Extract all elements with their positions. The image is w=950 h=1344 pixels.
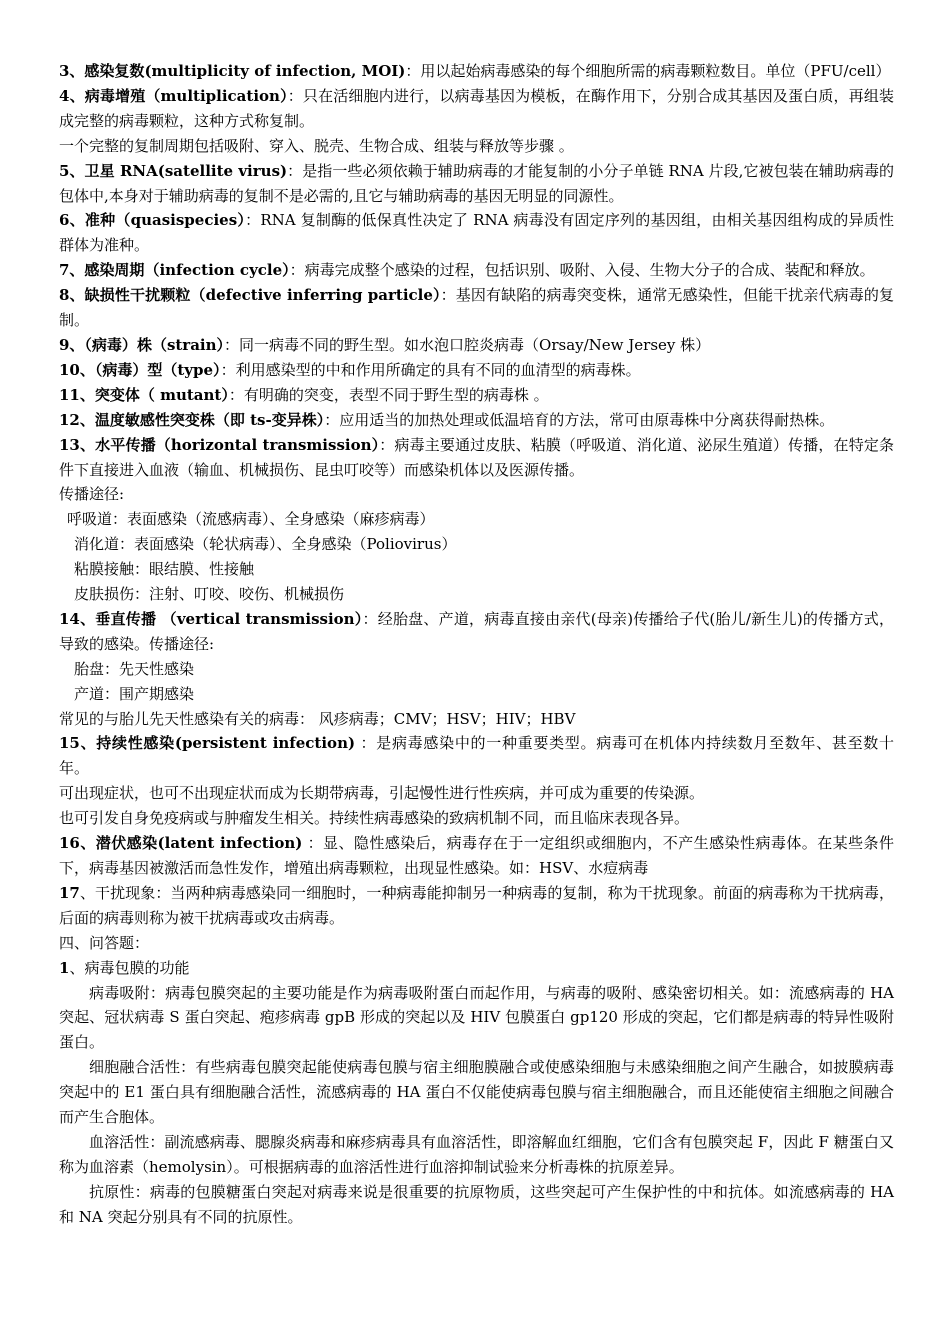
route-respiratory: 呼吸道：表面感染（流感病毒）、全身感染（麻疹病毒） xyxy=(67,510,435,529)
term-label: 12、温度敏感性突变株（即 ts-变异株） xyxy=(59,410,325,429)
term-label: 10、（病毒）型（type） xyxy=(59,360,221,379)
definition-quasispecies xyxy=(59,208,894,258)
term-label: 16、潜伏感染(latent infection) xyxy=(59,834,303,853)
term-label: 7、感染周期（infection cycle） xyxy=(59,261,290,280)
term-label: 9、（病毒）株（strain） xyxy=(59,335,225,354)
term-label: 14、垂直传播 （vertical transmission） xyxy=(59,609,363,628)
congenital-viruses: 常见的与胎儿先天性感染有关的病毒： 风疹病毒；CMV；HSV；HIV；HBV xyxy=(59,709,576,728)
route-mucosa: 粘膜接触：眼结膜、性接触 xyxy=(74,560,255,579)
term-label: 17 xyxy=(59,883,80,902)
term-label: 6、准种（quasispecies） xyxy=(59,211,246,230)
term-text: ：病毒主要通过皮肤、粘膜（呼吸道、消化道、泌尿生殖道）传播，在特定条件下直接进入血液（输血、机械损伤、昆虫叮咬等）而感染机体以及医源传播。 xyxy=(59,435,894,479)
term-text: ：只在活细胞内进行，以病毒基因为模板，在酶作用下，分别合成其基因及蛋白质，再组装成完整的病毒颗粒，这种方式称复制。 xyxy=(59,86,894,130)
term-text: ：显、隐性感染后，病毒存在于一定组织或细胞内，不产生感染性病毒体。在某些条件下，病毒基因被激活而急性发作，增殖出病毒颗粒，出现显性感染。如：HSV、水痘病毒 xyxy=(59,834,894,877)
paragraph-antigenicity: 抗原性：病毒的包膜糖蛋白突起对病毒来说是很重要的抗原物质，这些突起可产生保护性的中和抗体。如流感病毒的 HA 和 NA 突起分别具有不同的抗原性。 xyxy=(59,1182,894,1226)
term-label: 13、水平传播（horizontal transmission） xyxy=(59,435,380,454)
route-digestive: 消化道：表面感染（轮状病毒）、全身感染（Poliovirus） xyxy=(74,535,457,554)
term-text: ：RNA 复制酶的低保真性决定了 RNA 病毒没有固定序列的基因组，由相关基因组构成的异质性群体为准种。 xyxy=(59,211,894,255)
definition-satellite-rna xyxy=(59,159,894,209)
route-placenta: 胎盘：先天性感染 xyxy=(74,659,195,678)
paragraph-replication-cycle: 一个完整的复制周期包括吸附、穿入、脱壳、生物合成、组装与释放等步骤 。 xyxy=(59,136,574,155)
term-label: 5、卫星 RNA(satellite virus) xyxy=(59,161,288,180)
paragraph-persistent-mechanism: 也可引发自身免疫病或与肿瘤发生相关。持续性病毒感染的致病机制不同，而且临床表现各异。 xyxy=(59,809,690,828)
definition-moi xyxy=(59,59,894,84)
term-text: ：是指一些必须依赖于辅助病毒的才能复制的小分子单链 RNA 片段,它被包装在辅助病毒的包体中,本身对于辅助病毒的复制不是必需的,且它与辅助病毒的基因无明显的同源性。 xyxy=(59,161,895,205)
definition-mutant xyxy=(59,383,894,408)
definition-interference xyxy=(59,881,894,931)
definition-horizontal-transmission xyxy=(59,433,894,483)
term-text: ：利用感染型的中和作用所确定的具有不同的血清型的病毒株。 xyxy=(220,360,641,379)
route-skin: 皮肤损伤：注射、叮咬、咬伤、机械损伤 xyxy=(74,585,345,604)
definition-vertical-transmission xyxy=(59,607,894,657)
term-text: ：有明确的突变，表型不同于野生型的病毒株 。 xyxy=(228,385,549,404)
definition-strain xyxy=(59,333,894,358)
term-text: ：经胎盘、产道，病毒直接由亲代(母亲)传播给子代(胎儿/新生儿)的传播方式，导致的感染。传播途径: xyxy=(59,609,894,653)
term-text: ：基因有缺陷的病毒突变株，通常无感染性，但能干扰亲代病毒的复制。 xyxy=(59,286,894,330)
definition-multiplication xyxy=(59,84,894,134)
question-text: 、病毒包膜的功能 xyxy=(69,958,190,977)
term-label: 15、持续性感染(persistent infection) xyxy=(59,734,356,753)
paragraph-hemolytic-activity: 血溶活性：副流感病毒、腮腺炎病毒和麻疹病毒具有血溶活性，即溶解血红细胞，它们含有包膜突起 F，因此 F 糖蛋白又称为血溶素（hemolysin）。可根据病毒的血溶活性进行血溶抑制试验来分析毒株的抗原差异。 xyxy=(59,1132,894,1176)
question-envelope-functions xyxy=(59,956,894,981)
term-text: ：同一病毒不同的野生型。如水泡口腔炎病毒（Orsay/New Jersey 株） xyxy=(224,335,711,354)
definition-ts-mutant xyxy=(59,408,894,433)
question-number: 1 xyxy=(59,958,70,977)
term-text: ：用以起始病毒感染的每个细胞所需的病毒颗粒数目。单位（PFU/cell） xyxy=(405,62,891,80)
term-label: 3、感染复数(multiplicity of infection, MOI) xyxy=(59,62,406,80)
section-heading-qa: 四、问答题： xyxy=(59,933,150,952)
definition-latent-infection xyxy=(59,831,894,881)
term-text: ：是病毒感染中的一种重要类型。病毒可在机体内持续数月至数年、甚至数十年。 xyxy=(59,734,894,778)
definition-persistent-infection xyxy=(59,731,894,781)
transmission-routes-heading: 传播途径: xyxy=(59,485,125,504)
paragraph-viral-adsorption: 病毒吸附：病毒包膜突起的主要功能是作为病毒吸附蛋白而起作用，与病毒的吸附、感染密切相关。如：流感病毒的 HA 突起、冠状病毒 S 蛋白突起、疱疹病毒 gpB 形成的突起以及 HIV 包膜蛋白 gp120 形成的突起，它们都是病毒的特异性吸附蛋白。 xyxy=(59,983,894,1052)
term-text: ：应用适当的加热处理或低温培育的方法，常可由原毒株中分离获得耐热株。 xyxy=(324,410,835,429)
paragraph-cell-fusion: 细胞融合活性：有些病毒包膜突起能使病毒包膜与宿主细胞膜融合或使感染细胞与未感染细胞之间产生融合，如披膜病毒突起中的 E1 蛋白具有细胞融合活性，流感病毒的 HA 蛋白不仅能使病毒包膜与宿主细胞融合，而且还能使宿主细胞之间融合而产生合胞体。 xyxy=(59,1058,894,1127)
term-label: 4、病毒增殖（multiplication） xyxy=(59,86,288,105)
term-label: 8、缺损性干扰颗粒（defective inferring particle） xyxy=(59,286,441,305)
term-text: ：病毒完成整个感染的过程，包括识别、吸附、入侵、生物大分子的合成、装配和释放。 xyxy=(289,261,875,280)
definition-type xyxy=(59,358,894,383)
definition-defective-particle xyxy=(59,283,894,333)
term-label: 11、突变体（ mutant） xyxy=(59,385,229,404)
paragraph-persistent-symptoms: 可出现症状，也可不出现症状而成为长期带病毒，引起慢性进行性疾病，并可成为重要的传染源。 xyxy=(59,784,705,803)
term-text: 、干扰现象：当两种病毒感染同一细胞时，一种病毒能抑制另一种病毒的复制，称为干扰现象。前面的病毒称为干扰病毒，后面的病毒则称为被干扰病毒或攻击病毒。 xyxy=(59,883,894,927)
route-birth-canal: 产道：围产期感染 xyxy=(74,684,195,703)
definition-infection-cycle xyxy=(59,258,894,283)
